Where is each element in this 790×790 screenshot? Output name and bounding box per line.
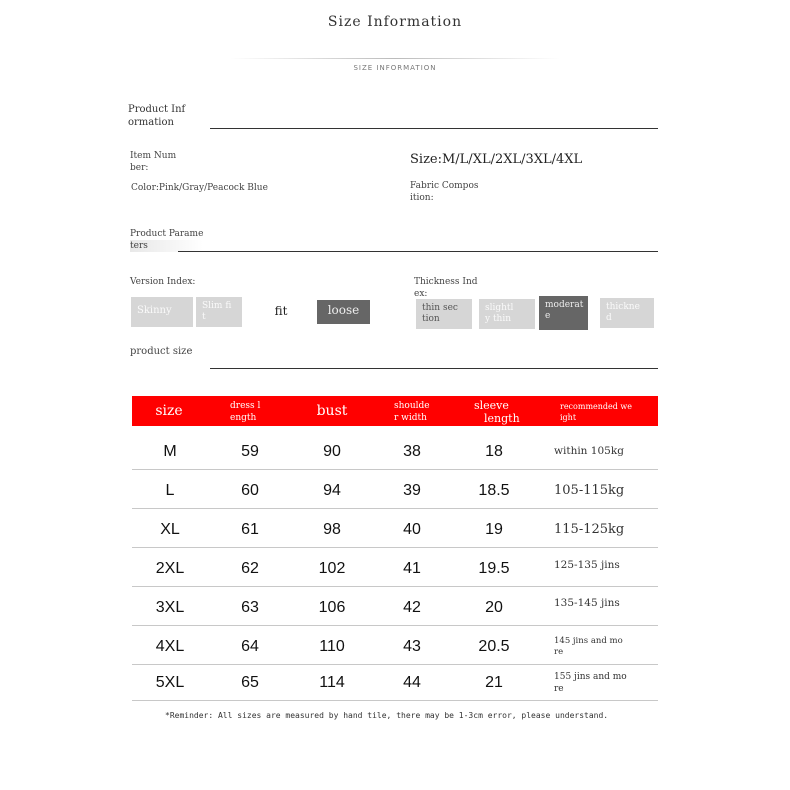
cell-size: 4XL bbox=[155, 638, 185, 655]
option-label: thin sec bbox=[422, 303, 458, 313]
header-line: length bbox=[484, 412, 520, 425]
row-divider bbox=[132, 508, 658, 509]
cell-dress-length: 63 bbox=[241, 599, 259, 616]
weight-line: 115-125kg bbox=[554, 522, 625, 537]
row-divider bbox=[132, 547, 658, 548]
cell-shoulder-width: 40 bbox=[403, 521, 421, 538]
table-row bbox=[132, 627, 658, 666]
option-label: fit bbox=[274, 304, 288, 318]
cell-sleeve-length: 19.5 bbox=[478, 560, 510, 577]
cell-shoulder-width: 42 bbox=[403, 599, 421, 616]
label-line: Fabric Compos bbox=[410, 181, 479, 191]
column-header-dress-length bbox=[230, 396, 280, 426]
thickness-option-thick bbox=[600, 298, 654, 328]
weight-line: 135-145 jins bbox=[554, 597, 620, 609]
cell-dress-length: 64 bbox=[241, 638, 259, 655]
cell-size: L bbox=[165, 482, 175, 499]
heading-line: Product Inf bbox=[128, 104, 186, 115]
weight-line: re bbox=[554, 646, 564, 657]
cell-bust: 98 bbox=[323, 521, 341, 538]
cell-dress-length: 59 bbox=[241, 443, 259, 460]
page-title: Size Information bbox=[327, 14, 463, 30]
cell-sleeve-length: 21 bbox=[485, 674, 503, 691]
option-label: t bbox=[202, 312, 206, 322]
heading-line: ters bbox=[130, 240, 203, 252]
cell-recommended-weight bbox=[554, 471, 658, 510]
table-row bbox=[132, 510, 658, 549]
header-line: shoulde bbox=[394, 401, 430, 411]
cell-bust: 110 bbox=[319, 638, 345, 655]
fabric-composition-label bbox=[410, 180, 478, 204]
section-divider bbox=[178, 251, 658, 252]
cell-sleeve-length: 18 bbox=[485, 443, 503, 460]
version-option-skinny bbox=[131, 297, 193, 327]
option-label: Skinny bbox=[137, 305, 172, 316]
option-label: moderat bbox=[545, 300, 584, 310]
page-subtitle: SIZE INFORMATION bbox=[353, 64, 437, 72]
header-line: recommended we bbox=[560, 402, 633, 411]
cell-sleeve-length: 20 bbox=[485, 599, 503, 616]
header-line: ight bbox=[560, 413, 577, 422]
cell-bust: 106 bbox=[318, 599, 346, 616]
thickness-option-moderate bbox=[539, 296, 588, 330]
cell-bust: 90 bbox=[323, 443, 341, 460]
label-line: ber: bbox=[130, 163, 149, 173]
table-row bbox=[132, 471, 658, 510]
cell-recommended-weight bbox=[554, 588, 658, 627]
weight-line: within 105kg bbox=[554, 445, 624, 457]
label-line: ex: bbox=[414, 289, 428, 299]
version-option-slim-fit bbox=[196, 297, 242, 327]
version-option-fit bbox=[250, 297, 312, 327]
cell-shoulder-width: 39 bbox=[403, 482, 421, 499]
thickness-option-slightly-thin bbox=[479, 299, 535, 329]
cell-size: M bbox=[163, 443, 177, 460]
cell-recommended-weight bbox=[554, 663, 658, 702]
label-line: Thickness Ind bbox=[414, 277, 478, 287]
table-row bbox=[132, 432, 658, 471]
cell-size: 3XL bbox=[155, 599, 185, 616]
option-label: slightl bbox=[485, 303, 514, 313]
row-divider bbox=[132, 469, 658, 470]
cell-dress-length: 61 bbox=[241, 521, 259, 538]
cell-sleeve-length: 18.5 bbox=[478, 482, 510, 499]
cell-bust: 114 bbox=[319, 674, 345, 691]
cell-dress-length: 60 bbox=[241, 482, 259, 499]
product-size-heading: product size bbox=[130, 346, 193, 357]
section-divider bbox=[210, 368, 658, 369]
cell-size: 2XL bbox=[155, 560, 185, 577]
label-line: Item Num bbox=[130, 151, 177, 161]
heading-line: ormation bbox=[128, 117, 174, 128]
color-list: Color:Pink/Gray/Peacock Blue bbox=[131, 183, 268, 193]
cell-sleeve-length: 19 bbox=[485, 521, 503, 538]
subtitle-divider bbox=[230, 58, 560, 59]
version-option-loose bbox=[317, 300, 370, 324]
column-header-size: size bbox=[155, 403, 183, 419]
row-divider bbox=[132, 700, 658, 701]
option-label: thickne bbox=[606, 302, 640, 312]
heading-line: Product Parame bbox=[130, 229, 204, 239]
item-number-label bbox=[130, 150, 176, 174]
column-header-bust: bust bbox=[316, 403, 348, 419]
header-line: sleeve bbox=[474, 399, 509, 412]
weight-line: 145 jins and mo bbox=[554, 635, 623, 646]
version-index-label: Version Index: bbox=[130, 277, 196, 287]
cell-dress-length: 62 bbox=[241, 560, 259, 577]
option-label: loose bbox=[327, 303, 360, 317]
cell-sleeve-length: 20.5 bbox=[478, 638, 510, 655]
cell-dress-length: 65 bbox=[241, 674, 259, 691]
table-row bbox=[132, 663, 658, 702]
thickness-index-label bbox=[414, 276, 478, 300]
weight-line: 155 jins and mo bbox=[554, 671, 627, 682]
option-label: Slim fi bbox=[202, 301, 232, 311]
cell-recommended-weight bbox=[554, 432, 658, 471]
cell-shoulder-width: 43 bbox=[403, 638, 421, 655]
cell-recommended-weight bbox=[554, 510, 658, 549]
column-header-sleeve-length bbox=[474, 396, 524, 426]
cell-shoulder-width: 41 bbox=[403, 560, 421, 577]
header-line: dress l bbox=[230, 401, 261, 411]
header-line: ength bbox=[230, 413, 257, 423]
cell-bust: 94 bbox=[323, 482, 341, 499]
option-label: e bbox=[545, 311, 551, 321]
table-row bbox=[132, 549, 658, 588]
cell-size: XL bbox=[160, 521, 180, 538]
option-label: y thin bbox=[485, 314, 512, 324]
section-divider bbox=[210, 128, 658, 129]
option-label: d bbox=[606, 313, 612, 323]
thickness-option-thin bbox=[416, 299, 472, 329]
cell-shoulder-width: 38 bbox=[403, 443, 421, 460]
row-divider bbox=[132, 586, 658, 587]
label-line: ition: bbox=[410, 193, 434, 203]
cell-recommended-weight bbox=[554, 549, 658, 588]
table-row bbox=[132, 588, 658, 627]
product-information-heading bbox=[128, 103, 185, 129]
cell-recommended-weight bbox=[554, 627, 658, 666]
header-line: r width bbox=[394, 413, 427, 423]
measurement-reminder: *Reminder: All sizes are measured by hand tile, there may be 1-3cm error, please understand. bbox=[165, 711, 609, 720]
cell-bust: 102 bbox=[318, 560, 346, 577]
cell-shoulder-width: 44 bbox=[403, 674, 421, 691]
weight-line: 105-115kg bbox=[554, 483, 625, 498]
size-list: Size:M/L/XL/2XL/3XL/4XL bbox=[410, 152, 583, 167]
column-header-shoulder-width bbox=[394, 396, 444, 426]
product-parameters-heading bbox=[130, 228, 203, 252]
weight-line: re bbox=[554, 683, 564, 694]
cell-size: 5XL bbox=[155, 674, 185, 691]
weight-line: 125-135 jins bbox=[554, 559, 620, 571]
size-table-header bbox=[132, 396, 658, 426]
option-label: tion bbox=[422, 314, 440, 324]
row-divider bbox=[132, 625, 658, 626]
column-header-recommended-weight bbox=[560, 396, 656, 426]
